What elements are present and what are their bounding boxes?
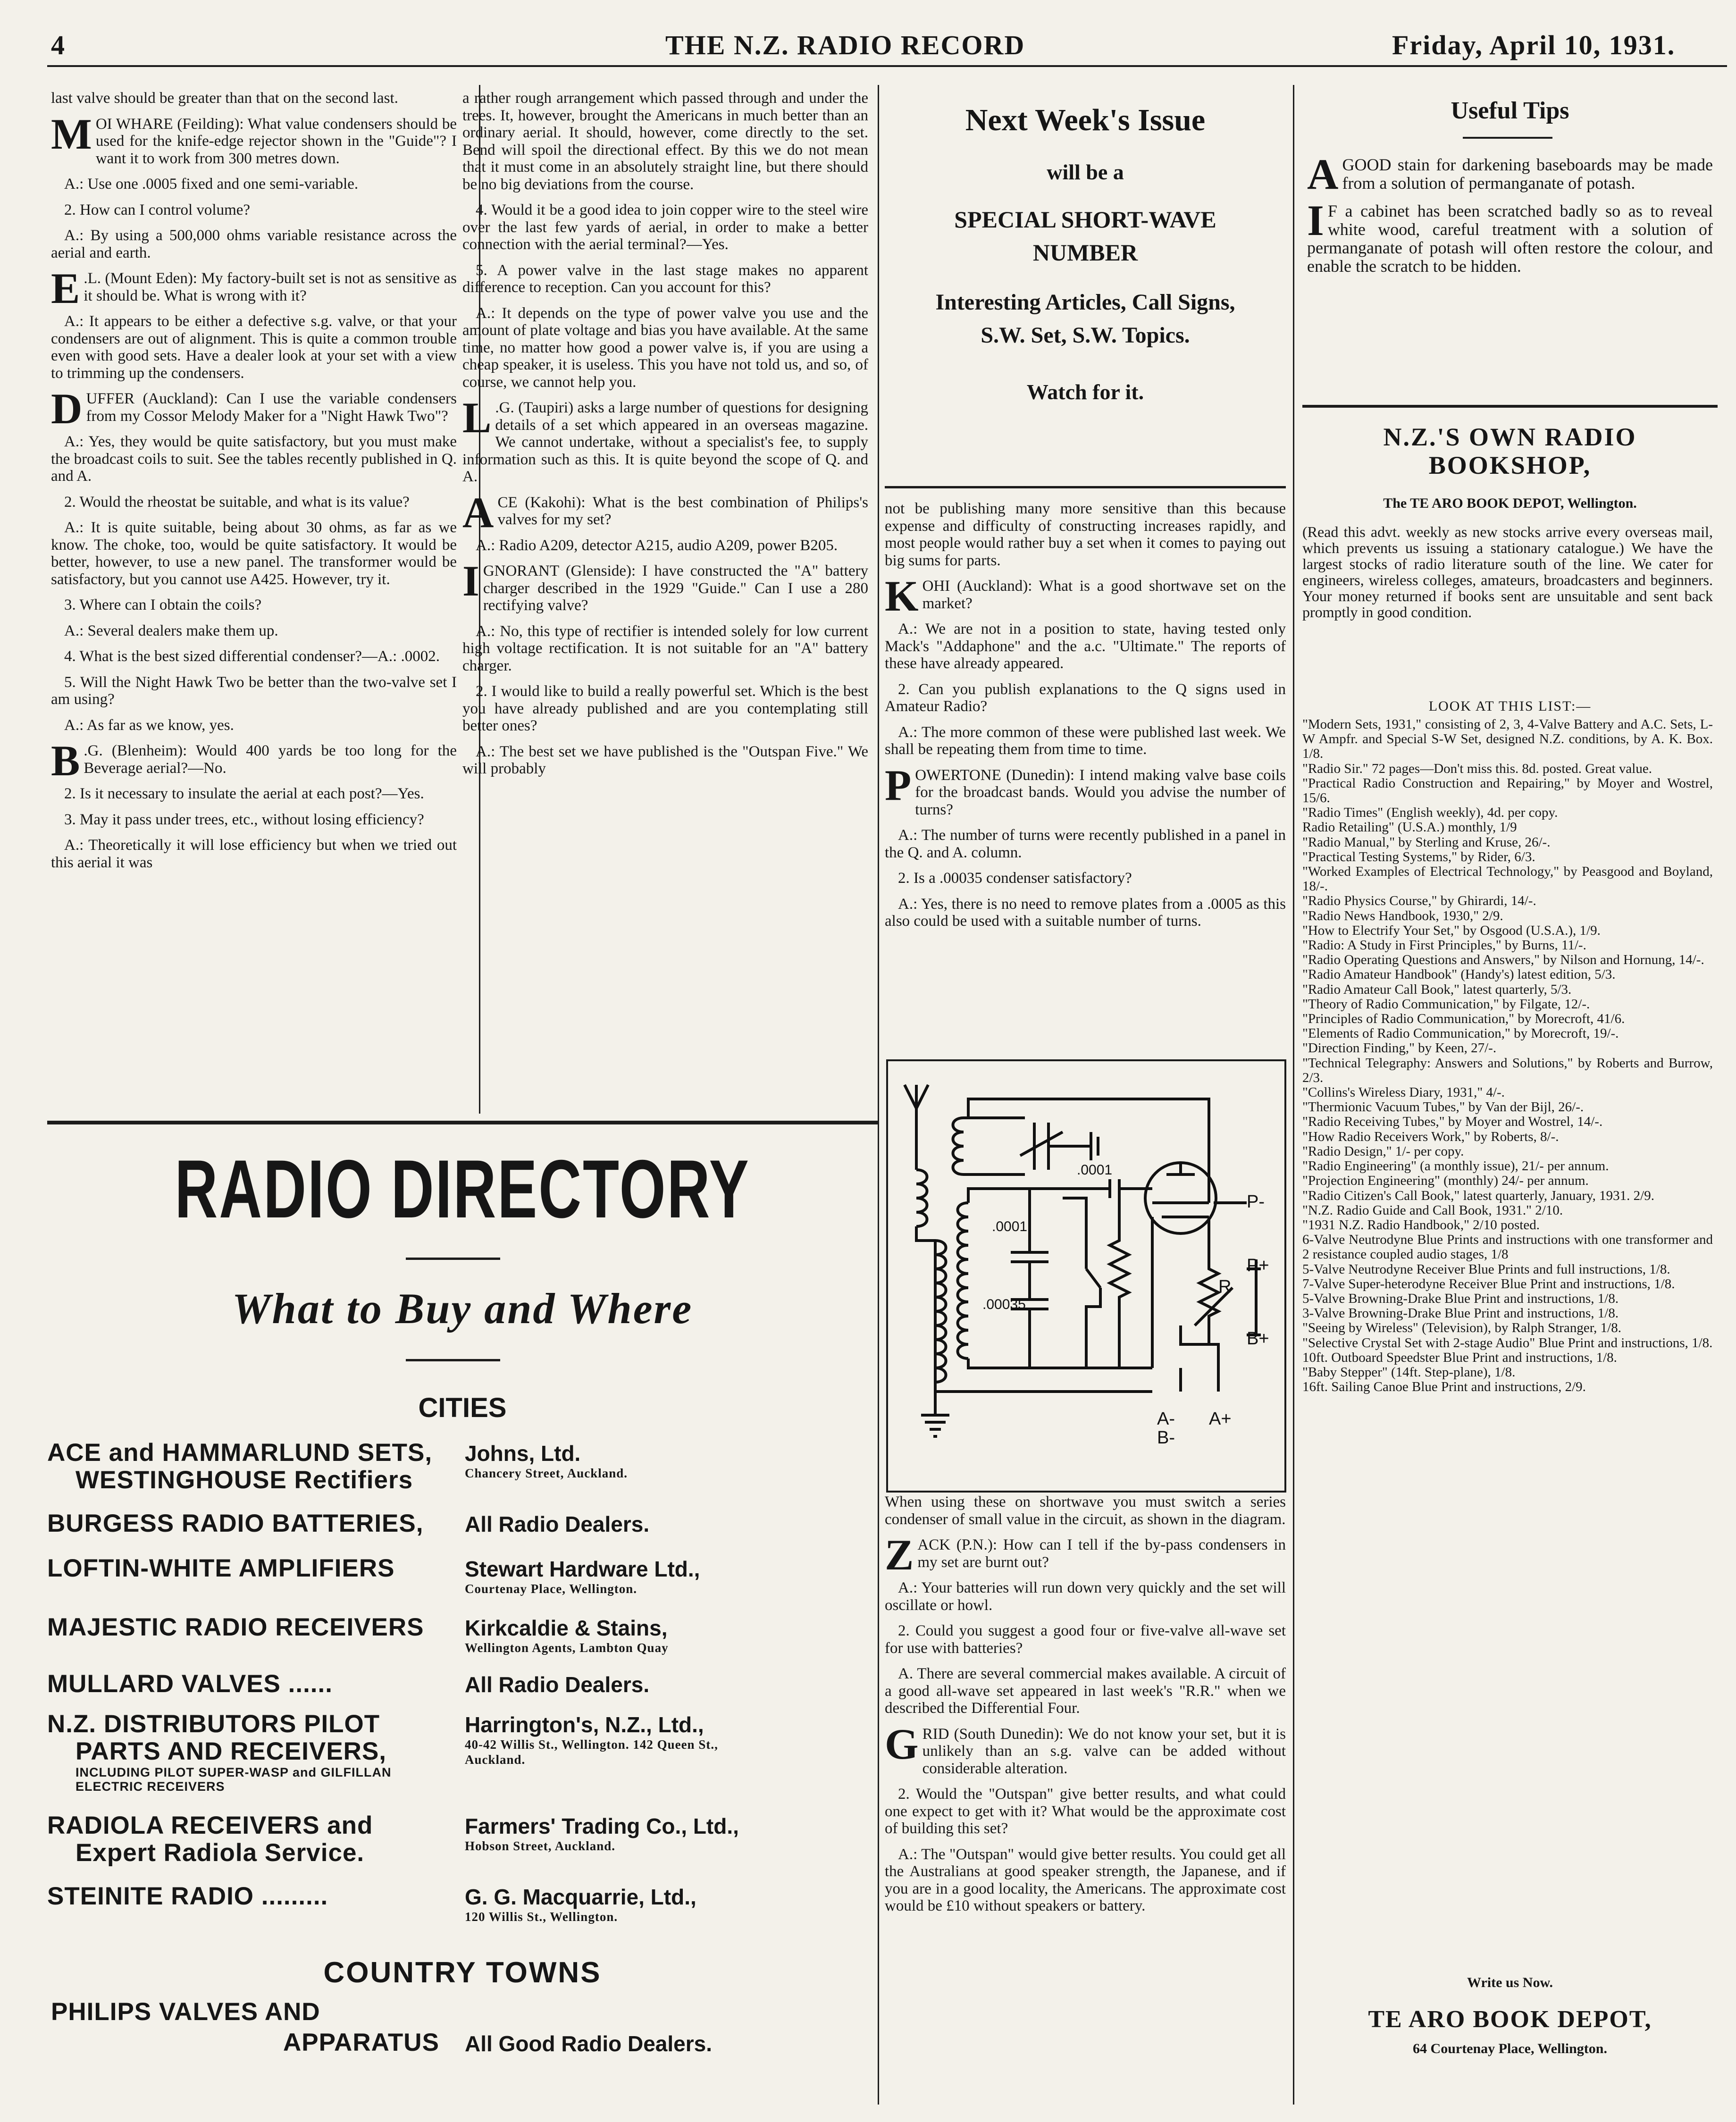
diagram-label-p-plus: P+ [1247,1256,1269,1275]
column3-paragraph [885,500,1286,569]
book-list-item: "Radio Sir." 72 pages—Don't miss this. 8d. posted. Great value. [1302,761,1652,776]
paragraph-text: CE (Kakohi): What is the best combination of Philips's valves for my set? [497,494,868,528]
book-list-item: 16ft. Sailing Canoe Blue Print and instructions, 2/9. [1302,1379,1586,1395]
paragraph-text: When using these on shortwave you must switch a series condenser of small value in the circuit, as shown in the diagram. [885,1493,1286,1528]
column3b-paragraph [885,1786,1286,1837]
book-list-item: "Theory of Radio Communication," by Filgate, 12/-. [1302,996,1590,1012]
directory-entry-dealer [465,1712,871,1767]
drop-cap: A [1307,156,1339,198]
paragraph-text: 2. Would the rheostat be suitable, and what is its value? [64,493,410,511]
paragraph-text: A.: Yes, there is no need to remove plates from a .0005 as this also could be used with a suitable number of turns. [885,895,1286,930]
book-list-item: "Worked Examples of Electrical Technology," by Peasgood and Boyland, 18/-. [1302,864,1713,894]
column1-paragraph [51,201,457,219]
directory-product-line-2: Expert Radiola Service. [75,1839,365,1867]
book-list-item: "Radio Manual," by Sterling and Kruse, 26/-. [1302,834,1551,850]
book-list-item: "Radio Times" (English weekly), 4d. per copy. [1302,805,1558,821]
header-rule [47,65,1727,67]
column1-paragraph [51,717,457,734]
paragraph-text: ACK (P.N.): How can I tell if the by-pass condensers in my set are burnt out? [917,1536,1286,1571]
directory-product-line: MULLARD VALVES ...... [47,1670,333,1698]
diagram-label-0001-top: .0001 [1077,1162,1113,1178]
column3b-paragraph [885,1531,1286,1579]
book-list-item: "Technical Telegraphy: Answers and Solutions," by Roberts and Burrow, 2/3. [1302,1055,1713,1085]
directory-product-line-2: WESTINGHOUSE Rectifiers [75,1466,413,1494]
drop-cap: L [462,394,492,442]
paragraph-text: OWERTONE (Dunedin): I intend making valve base coils for the broadcast bands. Would you advise the number of turns? [915,766,1286,818]
column1-paragraph [51,227,457,261]
paragraph-text: A.: The best set we have published is the "Outspan Five." We will probably [462,743,868,777]
circuit-schematic [888,1061,1284,1491]
column3b-paragraph [885,1719,1286,1778]
column1-paragraph [51,264,457,312]
directory-dealer-name: Kirkcaldie & Stains, [465,1616,668,1640]
column1-paragraph [51,494,457,511]
directory-product-line: ACE and HAMMARLUND SETS, [47,1439,433,1467]
paragraph-text: 2. How can I control volume? [64,201,251,218]
directory-country-towns: COUNTRY TOWNS [323,1956,602,1989]
book-list-item: "How Radio Receivers Work," by Roberts, 8/-. [1302,1129,1559,1144]
drop-cap: K [885,572,919,620]
drop-cap: P [885,761,912,809]
paragraph-text: 2. Is it necessary to insulate the aerial at each post?—Yes. [64,785,424,802]
book-list-item: "Selective Crystal Set with 2-stage Audio" Blue Print and instructions, 1/8. [1302,1335,1713,1350]
column3b-paragraph [885,1493,1286,1528]
paragraph-text: 3. May it pass under trees, etc., without losing efficiency? [64,811,424,828]
paragraph-text: A.: Several dealers make them up. [64,622,278,639]
paragraph-text: GNORANT (Glenside): I have constructed the "A" battery charger described in the 1929 "Guide." Can I use a 280 rectifying valve? [483,562,868,614]
directory-dealer-address: Wellington Agents, Lambton Quay [465,1641,669,1655]
diagram-label-a-plus: A+ [1209,1409,1232,1429]
qa-column-2 [462,90,868,1121]
column1-paragraph [51,811,457,829]
directory-subtitle: What to Buy and Where [232,1284,693,1333]
next-week-articles-2: S.W. Set, S.W. Topics. [981,323,1190,348]
paragraph-text: a rather rough arrangement which passed through and under the trees. It, however, brought the Americans in much better than an ordinary aerial. It should, however, come directly to the set. Bend will spoil the directional effect. By this we do not mean that it must come in an absolutely straight line, but there should be no big deviations from the course. [462,90,868,193]
diagram-label-p-minus: P- [1247,1192,1265,1212]
directory-entry-dealer [465,1557,871,1596]
next-week-notice [885,94,1286,409]
book-list-item: 10ft. Outboard Speedster Blue Print and instructions, 1/8. [1302,1350,1617,1365]
column3b-paragraph [885,1579,1286,1614]
tips-title: Useful Tips [1451,97,1569,124]
directory-dealer-name: Stewart Hardware Ltd., [465,1557,700,1581]
diagram-label-0001-mid: .0001 [992,1219,1028,1234]
column1-paragraph [51,622,457,640]
drop-cap: Z [885,1531,914,1579]
book-list-item: "Practical Testing Systems," by Rider, 6/3. [1302,849,1535,864]
book-list-item: "Radio: A Study in First Principles," by Burns, 11/-. [1302,938,1586,953]
next-week-special-1: SPECIAL SHORT-WAVE [954,206,1216,233]
book-list-item: "Radio Amateur Handbook" (Handy's) latest edition, 5/3. [1302,967,1616,982]
next-week-watch: Watch for it. [1026,380,1144,404]
paragraph-text: 2. Could you suggest a good four or five-valve all-wave set for use with batteries? [885,1622,1286,1657]
column1-paragraph [51,433,457,485]
directory-short-rule-2 [406,1359,500,1361]
paragraph-text: A.: It depends on the type of power valve you use and the amount of plate voltage and bias you have available. At the same time, no matter how good a power valve is, if you are using a cheap speaker, it is useless. This you have not told us, and so, of course, we cannot help you. [462,304,868,391]
paragraph-text: A.: No, this type of rectifier is intended solely for low current high voltage rectification. It is not suitable for an "A" battery charger. [462,622,868,674]
directory-dealer-address: Chancery Street, Auckland. [465,1466,628,1480]
directory-entry-product [47,1670,462,1698]
directory-short-rule-1 [406,1258,500,1260]
directory-entry-dealer [465,1672,871,1697]
tip-text: GOOD stain for darkening baseboards may be made from a solution of permanganate of potash. [1342,156,1713,193]
directory-dealer-name: Harrington's, N.Z., Ltd., [465,1712,704,1737]
directory-product-line: MAJESTIC RADIO RECEIVERS [47,1613,424,1641]
directory-product-line: N.Z. DISTRIBUTORS PILOT [47,1710,380,1738]
bookshop-write: Write us Now. [1467,1975,1553,1990]
drop-cap: I [462,557,479,605]
column2-paragraph [462,488,868,537]
column1-paragraph [51,519,457,588]
directory-dealer-name: All Radio Dealers. [465,1512,650,1536]
book-list-item: "N.Z. Radio Guide and Call Book, 1931." 2/10. [1302,1202,1563,1218]
column1-paragraph [51,837,457,871]
bookshop-depot: The TE ARO BOOK DEPOT, Wellington. [1383,495,1637,511]
tips-title-underline [1463,137,1552,139]
book-list-item: "How to Electrify Your Set," by Osgood (U.S.A.), 1/9. [1302,923,1601,938]
diagram-label-b-minus: B- [1157,1428,1175,1448]
paragraph-text: 4. Would it be a good idea to join copper wire to the steel wire over the last few yards of aerial, in order to make a better connection with the aerial terminal?—Yes. [462,201,868,253]
tips-list [1307,156,1713,392]
book-list-item: "Collins's Wireless Diary, 1931," 4/-. [1302,1085,1505,1100]
book-list-item: "Elements of Radio Communication," by Morecroft, 19/-. [1302,1026,1619,1041]
book-list-item: "Radio Receiving Tubes," by Moyer and Wostrel, 14/-. [1302,1114,1603,1130]
paragraph-text: A.: Yes, they would be quite satisfactory, but you must make the broadcast coils to suit. See the tables recently published in Q. and A. [51,433,457,485]
paragraph-text: 2. I would like to build a really powerful set. Which is the best you have already published and are you contemplating still better ones? [462,683,868,734]
paragraph-text: A.: The more common of these were published last week. We shall be repeating them from time to time. [885,723,1286,758]
paragraph-text: OHI (Auckland): What is a good shortwave set on the market? [922,578,1286,612]
book-list-item: 5-Valve Browning-Drake Blue Print and instructions, 1/8. [1302,1291,1619,1306]
column1-paragraph [51,596,457,614]
paragraph-text: 2. Would the "Outspan" give better results, and what could one expect to get with it? What would be the approximate cost of building this set? [885,1786,1286,1837]
book-list-item: "1931 N.Z. Radio Handbook," 2/10 posted. [1302,1217,1540,1233]
column1-paragraph [51,90,457,107]
directory-entry-dealer [465,1814,871,1854]
column3b-paragraph [885,1665,1286,1717]
tip-text: F a cabinet has been scratched badly so as to reveal white wood, careful treatment with a solution of permanganate of potash will often restore the colour, and enable the scratch to be hidden. [1307,201,1713,276]
paragraph-text: 3. Where can I obtain the coils? [64,596,262,613]
column3-paragraph [885,572,1286,620]
directory-cities: CITIES [418,1392,507,1423]
next-week-rule [885,486,1286,488]
directory-product-line-2: PARTS AND RECEIVERS, [75,1737,387,1765]
directory-dealer-address: 40-42 Willis St., Wellington. 142 Queen St., Auckland. [465,1737,718,1767]
directory-philips-1: PHILIPS VALVES AND [51,1998,320,2026]
directory-entry-product [47,1510,462,1537]
directory-product-line: STEINITE RADIO ......... [47,1882,328,1910]
directory-dealer-address: Hobson Street, Auckland. [465,1839,616,1853]
next-week-title: Next Week's Issue [965,103,1206,137]
diagram-label-00035: .00035 [982,1297,1026,1312]
masthead-title: THE N.Z. RADIO RECORD [665,30,1025,60]
paragraph-text: A.: Use one .0005 fixed and one semi-variable. [64,176,359,193]
paragraph-text: A.: It is quite suitable, being about 30 ohms, as far as we know. The choke, too, would be quite satisfactory. It would be better, however, to use a new panel. The transformer would be satisfactory, but you cannot use A425. However, try it. [51,519,457,588]
book-list-item: 7-Valve Super-heterodyne Receiver Blue Print and instructions, 1/8. [1302,1276,1675,1292]
drop-cap: A [462,488,494,537]
directory-entry-dealer [465,1512,871,1536]
column3-paragraph [885,896,1286,930]
directory-product-line: RADIOLA RECEIVERS and [47,1812,373,1839]
column1-paragraph [51,785,457,803]
paragraph-text: A.: The "Outspan" would give better results. You could get all the Australians at good speaker strength, the Japanese, and if you are in a good locality, the Americans. The approximate cost would be £10 without speakers or battery. [885,1845,1286,1914]
paragraph-text: not be publishing many more sensitive than this because expense and difficulty of constructing increases rapidly, and most people would rather buy a set when it comes to paying out big sums for parts. [885,500,1286,569]
column2-paragraph [462,90,868,193]
directory-product-note: INCLUDING PILOT SUPER-WASP and GILFILLAN ELECTRIC RECEIVERS [75,1765,392,1794]
column1-paragraph [51,176,457,193]
book-list-item: "Principles of Radio Communication," by Morecroft, 41/6. [1302,1011,1625,1027]
paragraph-text: 4. What is the best sized differential condenser?—A.: .0002. [64,648,440,665]
bookshop-footer-address: 64 Courtenay Place, Wellington. [1413,2041,1607,2056]
paragraph-text: 5. Will the Night Hawk Two be better than the two-valve set I am using? [51,673,457,708]
diagram-label-a-minus: A- [1157,1409,1175,1429]
tip-item [1307,156,1713,198]
paragraph-text: A.: As far as we know, yes. [64,716,234,734]
book-list-item: "Projection Engineering" (monthly) 24/- per annum. [1302,1173,1589,1189]
directory-entry-product [47,1711,462,1794]
book-list-item: 6-Valve Neutrodyne Blue Prints and instructions with one transformer and 2 resistance coupled audio stages, 1/8 [1302,1232,1713,1262]
book-list-item: 5-Valve Neutrodyne Receiver Blue Prints and full instructions, 1/8. [1302,1261,1670,1277]
paragraph-text: A.: We are not in a position to state, having tested only Mack's "Addaphone" and the a.c. "Ultimate." The reports of these have already appeared. [885,621,1286,672]
paragraph-text: .G. (Taupiri) asks a large number of questions for designing details of a set which appeared in an overseas magazine. We cannot undertake, without a specialist's fee, to supply information such as this. It is quite beyond the scope of Q. and A. [462,399,868,485]
column2-paragraph [462,683,868,735]
column2-paragraph [462,557,868,614]
column1-paragraph [51,674,457,708]
book-list-item: "Radio News Handbook, 1930," 2/9. [1302,908,1503,923]
directory-top-rule [47,1121,878,1124]
column3-paragraph [885,827,1286,861]
column2-paragraph [462,201,868,253]
directory-dealer-name: Johns, Ltd. [465,1441,581,1466]
column1-paragraph [51,648,457,665]
tip-item [1307,196,1713,276]
paragraph-text: .G. (Blenheim): Would 400 yards be too long for the Beverage aerial?—No. [84,742,457,777]
paragraph-text: A. There are several commercial makes available. A circuit of a good all-wave set appeared in last week's "R.R." when we described the Differential Four. [885,1665,1286,1717]
bookshop-title-1: N.Z.'S OWN RADIO [1383,423,1637,451]
column3-paragraph [885,870,1286,887]
next-week-articles-1: Interesting Articles, Call Signs, [935,290,1235,315]
paragraph-text: A.: By using a 500,000 ohms variable resistance across the aerial and earth. [51,227,457,261]
bookshop-footer-name: TE ARO BOOK DEPOT, [1368,2006,1652,2033]
paragraph-text: last valve should be greater than that on the second last. [51,90,398,107]
column3-paragraph [885,761,1286,819]
next-week-special-2: NUMBER [1032,239,1138,266]
paragraph-text: UFFER (Auckland): Can I use the variable condensers from my Cossor Melody Maker for a "Night Hawk Two"? [86,390,457,425]
directory-dealer-name: Farmers' Trading Co., Ltd., [465,1814,739,1838]
directory-dealer-name: G. G. Macquarrie, Ltd., [465,1885,696,1909]
column3b-paragraph [885,1622,1286,1657]
column3-paragraph [885,621,1286,672]
book-list-item: "Radio Operating Questions and Answers," by Nilson and Hornung, 14/-. [1302,952,1704,968]
column1-paragraph [51,109,457,168]
book-list-item: "Thermionic Vacuum Tubes," by Van der Bijl, 26/-. [1302,1099,1584,1115]
book-list-item: "Radio Design," 1/- per copy. [1302,1143,1464,1159]
bookshop-list [1302,717,1713,1963]
diagram-label-b-plus: B+ [1247,1329,1269,1349]
book-list-item: "Seeing by Wireless" (Television), by Ralph Stranger, 1/8. [1302,1320,1621,1336]
book-list-item: "Practical Radio Construction and Repairing," by Moyer and Wostrel, 15/6. [1302,775,1713,806]
drop-cap: D [51,385,83,433]
drop-cap: G [885,1719,919,1768]
directory-dealer-address: 120 Willis St., Wellington. [465,1910,618,1924]
directory-product-line: LOFTIN-WHITE AMPLIFIERS [47,1554,395,1582]
column3b-paragraph [885,1846,1286,1915]
next-week-will-be: will be a [1047,160,1124,184]
bookshop-intro: (Read this advt. weekly as new stocks arrive every overseas mail, which prevents us issuing a stationary catalogue.) We have the largest stocks of radio literature south of the line. We cater for engineers, wireless colleges, amateurs, broadcasters and beginners. Your money returned if books sent are unsuitable and sent back promptly in good condition. [1302,524,1713,621]
paragraph-text: A.: Your batteries will run down very quickly and the set will oscillate or howl. [885,1579,1286,1614]
directory-product-line: BURGESS RADIO BATTERIES, [47,1510,424,1537]
directory-entry-product [47,1555,462,1582]
drop-cap: E [51,264,80,312]
paragraph-text: A.: Radio A209, detector A215, audio A209, power B205. [476,537,838,554]
bookshop-look: LOOK AT THIS LIST:— [1428,698,1592,714]
book-list-item: Radio Retailing" (U.S.A.) monthly, 1/9 [1302,820,1517,835]
book-list-item: "Radio Engineering" (a monthly issue), 21/- per annum. [1302,1158,1609,1174]
directory-title: RADIO DIRECTORY [175,1143,750,1235]
book-list-item: 3-Valve Browning-Drake Blue Print and instructions, 1/8. [1302,1306,1619,1321]
column1-paragraph [51,385,457,433]
paragraph-text: A.: The number of turns were recently published in a panel in the Q. and A. column. [885,827,1286,861]
directory-entry-dealer [465,1616,871,1655]
column2-paragraph [462,394,868,486]
book-list-item: "Radio Amateur Call Book," latest quarterly, 5/3. [1302,981,1572,997]
directory-entry-dealer [465,1441,871,1481]
directory-philips-right: All Good Radio Dealers. [465,2031,712,2056]
qa-column-1 [51,90,457,1121]
book-list-item: "Radio Physics Course," by Ghirardi, 14/-. [1302,893,1536,909]
qa-column-3 [885,500,1286,1048]
book-list-item: "Modern Sets, 1931," consisting of 2, 3, 4-Valve Battery and A.C. Sets, L-W Ampfr. and Special S-W Set, designed N.Z. conditions, by A. K. Box. 1/8. [1302,717,1713,762]
paragraph-text: 2. Is a .00035 condenser satisfactory? [898,870,1132,887]
bookshop-title-2: BOOKSHOP, [1428,451,1592,479]
directory-dealer-name: All Radio Dealers. [465,1672,650,1697]
column2-paragraph [462,305,868,391]
paragraph-text: 2. Can you publish explanations to the Q signs used in Amateur Radio? [885,680,1286,715]
paragraph-text: 5. A power valve in the last stage makes no apparent difference to reception. Can you account for this? [462,261,868,296]
directory-entry-product [47,1439,462,1494]
paragraph-text: OI WHARE (Feilding): What value condensers should be used for the knife-edge rejector shown in the "Guide"? I want it to work from 300 metres down. [95,115,457,167]
book-list-item: "Radio Citizen's Call Book," latest quarterly, January, 1931. 2/9. [1302,1188,1654,1203]
diagram-label-r: R [1218,1277,1232,1297]
issue-date: Friday, April 10, 1931. [1392,30,1676,60]
circuit-diagram [886,1059,1286,1493]
directory-dealer-address: Courtenay Place, Wellington. [465,1582,637,1596]
col-rule-2 [878,85,879,2105]
column3-paragraph [885,681,1286,715]
directory-entry-dealer [465,1885,871,1924]
book-list-item: "Direction Finding," by Keen, 27/-. [1302,1040,1497,1056]
tips-rule [1302,405,1718,408]
paragraph-text: A.: It appears to be either a defective s.g. valve, or that your condensers are out of alignment. This is quite a common trouble even with good sets. Have a dealer look at your set with a view to trimming up the condensers. [51,313,457,382]
column2-paragraph [462,623,868,675]
directory-entry-product [47,1812,462,1867]
qa-column-3-lower [885,1493,1286,2112]
directory-philips-2: APPARATUS [283,2029,439,2056]
paragraph-text: RID (South Dunedin): We do not know your set, but it is unlikely than an s.g. valve can be added without considerable alteration. [922,1725,1286,1777]
paragraph-text: .L. (Mount Eden): My factory-built set is not as sensitive as it should be. What is wrong with it? [84,270,457,304]
directory-entry-product [47,1883,462,1910]
col-rule-3 [1293,85,1294,2105]
column2-paragraph [462,262,868,296]
page-number: 4 [51,30,66,60]
paragraph-text: A.: Theoretically it will lose efficiency but when we tried out this aerial it was [51,837,457,871]
drop-cap: I [1307,196,1324,244]
column1-paragraph [51,313,457,382]
drop-cap: B [51,737,80,785]
column1-paragraph [51,737,457,785]
directory-entry-product [47,1614,462,1641]
book-list-item: "Baby Stepper" (14ft. Step-plane), 1/8. [1302,1364,1516,1380]
column2-paragraph [462,537,868,554]
column2-paragraph [462,743,868,778]
column3-paragraph [885,724,1286,758]
drop-cap: M [51,109,92,158]
